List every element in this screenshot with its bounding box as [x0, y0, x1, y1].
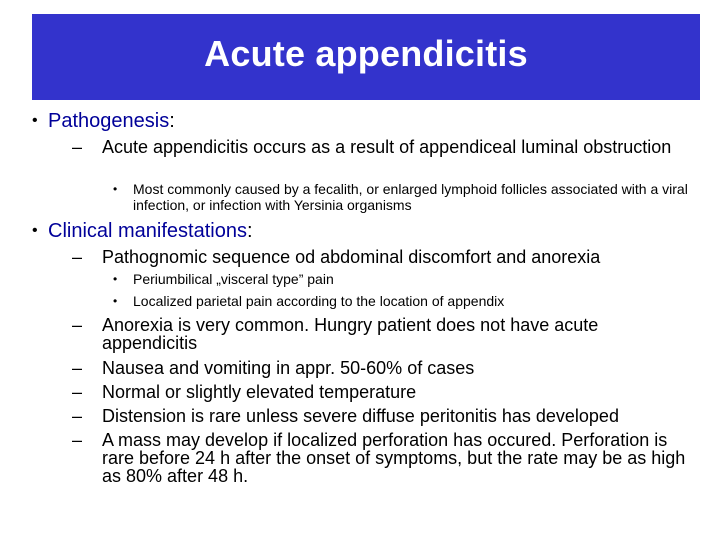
section-heading-clinical-manifestations: Clinical manifestations	[48, 220, 247, 242]
item-text: Acute appendicitis occurs as a result of appendiceal luminal obstruction	[102, 137, 672, 157]
section-heading-pathogenesis: Pathogenesis	[48, 110, 170, 132]
item-text: Pathognomic sequence od abdominal discomfort and anorexia	[102, 247, 601, 267]
slide-title: Acute appendicitis	[204, 33, 528, 74]
dash-icon: –	[72, 382, 83, 402]
bullet-icon: •	[32, 222, 38, 239]
subitem-fecalith	[113, 181, 703, 213]
item-anorexia	[72, 315, 692, 353]
heading-colon: :	[169, 110, 175, 132]
item-text: Distension is rare unless severe diffuse peritonitis has developed	[102, 406, 619, 426]
dash-icon: –	[72, 247, 83, 267]
item-text: Anorexia is very common. Hungry patient does not have acute appendicitis	[102, 315, 599, 353]
subitem-text: Localized parietal pain according to the location of appendix	[133, 293, 505, 309]
dash-icon: –	[72, 137, 83, 157]
dash-icon: –	[72, 315, 83, 335]
heading-colon: :	[246, 220, 253, 242]
item-distension	[72, 406, 692, 426]
bullet-icon: •	[113, 272, 118, 286]
dash-icon: –	[72, 406, 83, 426]
bullet-pathogenesis	[32, 110, 175, 132]
subitem-parietal-pain	[113, 293, 703, 309]
subitem-periumbilical	[113, 271, 703, 287]
item-text: Nausea and vomiting in appr. 50-60% of cases	[102, 358, 475, 378]
item-pathognomic-sequence	[72, 247, 692, 267]
dash-icon: –	[72, 430, 83, 450]
dash-icon: –	[72, 358, 83, 378]
bullet-icon: •	[113, 182, 118, 196]
bullet-icon: •	[32, 112, 38, 129]
item-mass-perforation	[72, 430, 692, 486]
item-text: Normal or slightly elevated temperature	[102, 382, 417, 402]
item-text: A mass may develop if localized perforation has occured. Perforation is rare before 24 h after the onset of symptoms, but the rate may be as high as 80% after 48 h.	[102, 430, 686, 486]
item-nausea	[72, 358, 692, 378]
bullet-icon: •	[113, 294, 118, 308]
bullet-clinical-manifestations	[32, 220, 253, 242]
subitem-text: Periumbilical „visceral type” pain	[133, 271, 334, 287]
item-temperature	[72, 382, 692, 402]
item-luminal-obstruction	[72, 137, 692, 157]
subitem-text: Most commonly caused by a fecalith, or enlarged lymphoid follicles associated with a viral infection, or infection with Yersinia organisms	[133, 181, 688, 213]
